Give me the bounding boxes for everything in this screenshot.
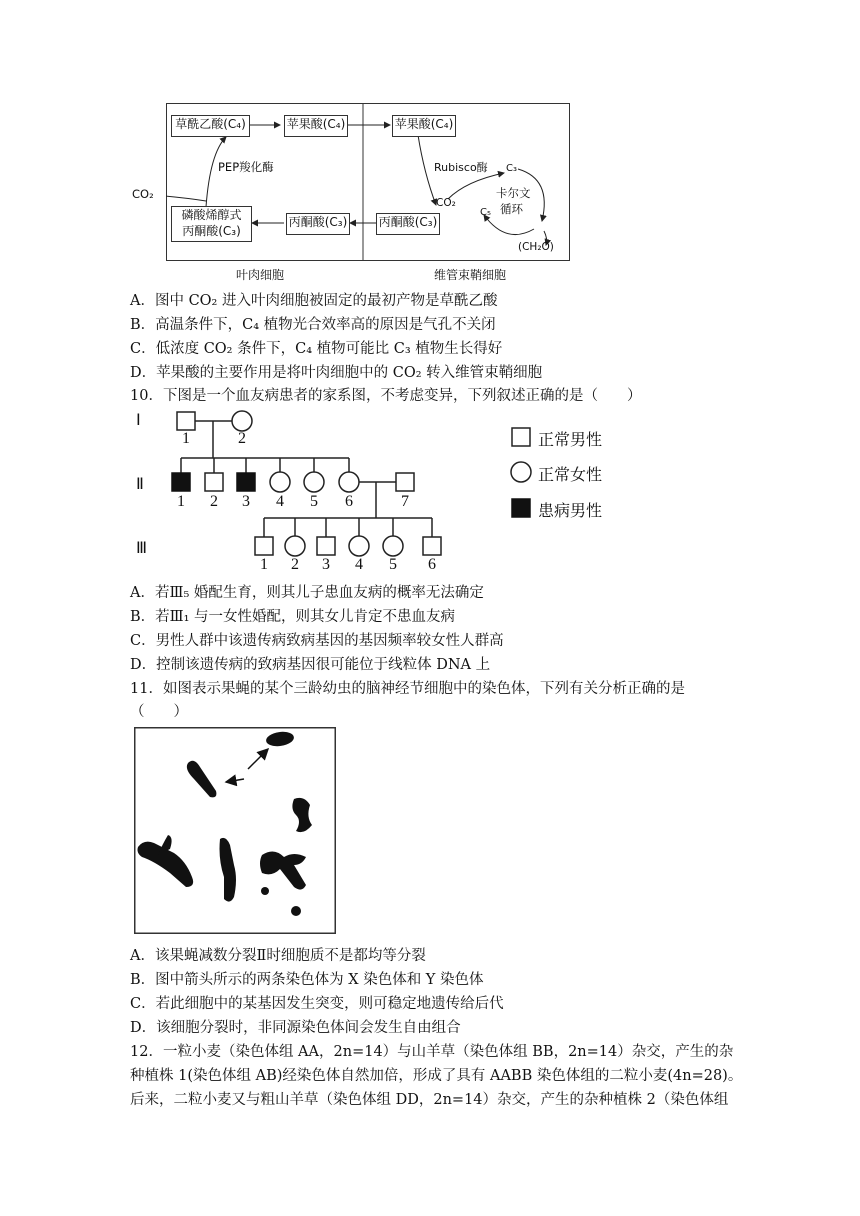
co2-right-label: CO₂ (436, 197, 456, 209)
co2-left-label: CO₂ (132, 187, 154, 201)
pep-box-line2: 丙酮酸(C₃) (182, 224, 241, 238)
q9-option-a: A．图中 CO₂ 进入叶肉细胞被固定的最初产物是草酰乙酸 (130, 293, 498, 309)
q9-option-c: C．低浓度 CO₂ 条件下，C₄ 植物可能比 C₃ 植物生长得好 (130, 341, 503, 357)
legend-normal-female: 正常女性 (538, 465, 603, 484)
q12-line2: 种植株 1(染色体组 AB)经染色体自然加倍，形成了具有 AABB 染色体组的二粒小麦(4n=28)。 (130, 1068, 743, 1084)
c5-label: C₅ (480, 207, 491, 218)
q10-option-a: A．若Ⅲ₅ 婚配生育，则其儿子患血友病的概率无法确定 (130, 585, 484, 601)
bundle-sheath-cell-label: 维管束鞘细胞 (434, 268, 507, 282)
gen1-num-1: 1 (182, 430, 190, 447)
pedigree-figure (130, 408, 630, 576)
gen3-num-2: 2 (291, 556, 299, 573)
gen2-num-6: 6 (345, 493, 353, 510)
chromosome-figure (134, 727, 336, 934)
gen3-num-1: 1 (260, 556, 268, 573)
gen3-num-3: 3 (322, 556, 330, 573)
ch2o-label: (CH₂O) (518, 241, 554, 253)
q12-line3: 后来，二粒小麦又与粗山羊草（染色体组 DD，2n=14）杂交，产生的杂种植株 2（染色体组 (130, 1092, 729, 1108)
q11-option-b: B．图中箭头所示的两条染色体为 X 染色体和 Y 染色体 (130, 972, 484, 988)
q11-option-a: A．该果蝇减数分裂Ⅱ时细胞质不是都均等分裂 (130, 948, 426, 964)
gen2-num-5: 5 (310, 493, 318, 510)
gen2-num-1: 1 (177, 493, 185, 510)
malate-right-box: 苹果酸(C₄) (392, 115, 456, 137)
gen2-num-2: 2 (210, 493, 218, 510)
q11-option-c: C．若此细胞中的某基因发生突变，则可稳定地遗传给后代 (130, 996, 504, 1012)
q10-option-b: B．若Ⅲ₁ 与一女性婚配，则其女儿肯定不患血友病 (130, 609, 456, 625)
gen2-num-3: 3 (242, 493, 250, 510)
legend-normal-male: 正常男性 (538, 430, 603, 449)
gen2-num-7: 7 (401, 493, 409, 510)
q12-line1: 12．一粒小麦（染色体组 AA，2n=14）与山羊草（染色体组 BB，2n=14）杂交，产生的杂 (130, 1044, 734, 1060)
pep-box (171, 206, 252, 242)
gen3-num-6: 6 (428, 556, 436, 573)
oxaloacetate-box: 草酰乙酸(C₄) (171, 115, 250, 137)
q10-stem: 10．下图是一个血友病患者的家系图，不考虑变异，下列叙述正确的是（ ） (130, 388, 642, 404)
pyruvate-left-box: 丙酮酸(C₃) (286, 213, 350, 235)
q11-stem-line1: 11．如图表示果蝇的某个三龄幼虫的脑神经节细胞中的染色体，下列有关分析正确的是 (130, 681, 685, 697)
pyruvate-right-box: 丙酮酸(C₃) (376, 213, 440, 235)
gen3-num-4: 4 (355, 556, 363, 573)
q11-option-d: D．该细胞分裂时，非同源染色体间会发生自由组合 (130, 1020, 461, 1036)
q9-option-b: B．高温条件下，C₄ 植物光合效率高的原因是气孔不关闭 (130, 317, 496, 333)
pep-enzyme-label: PEP羧化酶 (218, 160, 274, 174)
gen3-num-5: 5 (389, 556, 397, 573)
gen-label-3: Ⅲ (136, 540, 148, 557)
rubisco-label: Rubisco酶 (434, 161, 488, 174)
q11-stem-line2: （ ） (130, 704, 188, 720)
q10-option-c: C．男性人群中该遗传病致病基因的基因频率较女性人群高 (130, 633, 504, 649)
calvin-label-1: 卡尔文 (496, 186, 531, 200)
c3-label: C₃ (506, 163, 517, 174)
gen2-num-4: 4 (276, 493, 284, 510)
gen-label-1: Ⅰ (136, 412, 141, 429)
gen1-num-2: 2 (238, 430, 246, 447)
q9-option-d: D．苹果酸的主要作用是将叶肉细胞中的 CO₂ 转入维管束鞘细胞 (130, 365, 543, 381)
gen-label-2: Ⅱ (136, 476, 144, 493)
mesophyll-cell-label: 叶肉细胞 (236, 268, 285, 282)
calvin-label-2: 循环 (500, 202, 523, 216)
pep-box-line1: 磷酸烯醇式 (181, 208, 242, 222)
legend-affected-male: 患病男性 (538, 501, 603, 520)
chromosome-image (134, 727, 336, 934)
q10-option-d: D．控制该遗传病的致病基因很可能位于线粒体 DNA 上 (130, 657, 491, 673)
malate-left-box: 苹果酸(C₄) (284, 115, 348, 137)
c4-pathway-figure (132, 103, 570, 261)
